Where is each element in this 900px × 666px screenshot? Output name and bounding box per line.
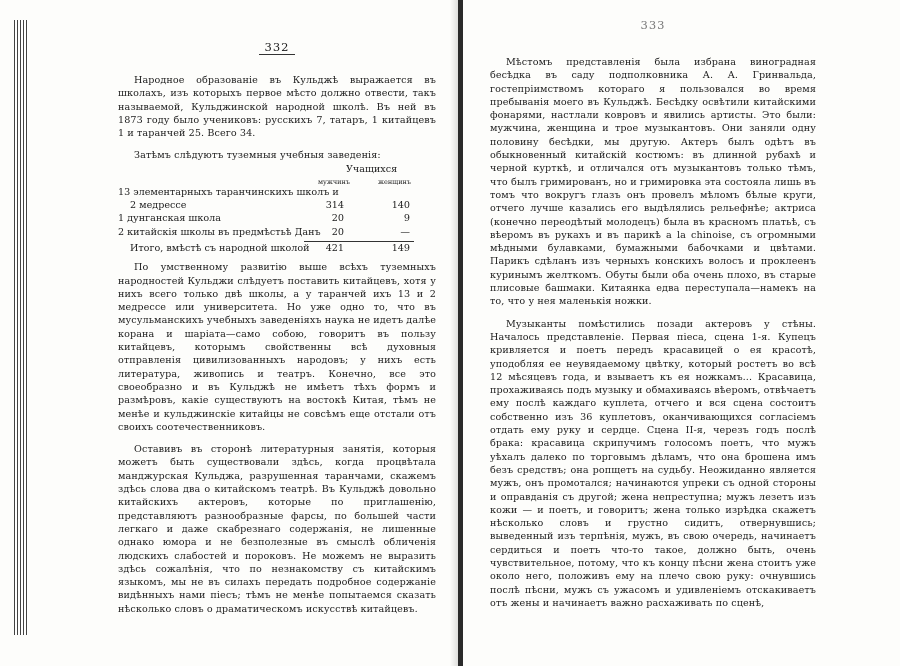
right-page bbox=[490, 18, 816, 610]
right-page-number: 333 bbox=[640, 18, 666, 32]
schools-table bbox=[118, 163, 436, 255]
left-page-number: 332 bbox=[118, 40, 436, 54]
left-paragraph-1: Народное образованіе въ Кульджѣ выражается въ школахъ, изъ которыхъ первое мѣсто должно отвести, такъ называемой, Кульджинской народной школѣ. Въ ней въ 1873 году было учениковъ: русскихъ 7, татаръ, 1 китайцевъ 1 и таранчей 25. Всего 34. bbox=[118, 75, 436, 140]
right-paragraph-2: Музыканты помѣстились позади актеровъ у стѣны. Началось представленіе. Первая піеса, сцена 1-я. Купецъ кривляется и поетъ передъ красавицей о ея красотѣ, уподобляя ее неувядаемому цвѣтку, который ростетъ во всѣ 12 мѣсяцевъ года, и взываетъ къ ея ножкамъ... Красавица, прохаживаясь подъ музыку и обмахиваясь вѣеромъ, отвѣчаетъ ему послѣ каждаго куплета, отчего и вся сцена состоитъ собственно изъ 36 куплетовъ, оканчивающихся согласіемъ отдать ему руку и сердце. Сцена II-я, черезъ годъ послѣ брака: красавица скрипучимъ голосомъ поетъ, что мужъ уѣхалъ далеко по торговымъ дѣламъ, что она брошена имъ безъ средствъ; она ропщетъ на судьбу. Неожиданно является мужъ, онъ промотался; начинаются упреки съ одной стороны и оправданія съ другой; жена непреступна; мужъ лезетъ изъ кожи — и поетъ, и говоритъ; жена только изрѣдка скажетъ нѣсколько словъ и грустно сидитъ, отвернувшись; выведенный изъ терпѣнія, мужъ, въ свою очередь, начинаетъ сердиться и поетъ что-то такое, должно быть, очень чувствительное, потому, что къ концу пѣсни жена стоитъ уже около него, положивъ ему на плечо свою руку: очнувшись послѣ пѣсни, мужъ съ ужасомъ и удивленіемъ отскакиваетъ отъ жены и начинаетъ важно расхаживать по сценѣ, bbox=[490, 318, 816, 609]
page-edge-stack bbox=[14, 20, 28, 635]
table-intro-row bbox=[118, 186, 436, 199]
table-row: 2 китайскія школы въ предмѣстьѣ Данъ 20 — bbox=[118, 226, 410, 238]
table-intro: 13 элементарныхъ таранчинскихъ школъ и bbox=[118, 186, 339, 198]
left-paragraph-2: Затѣмъ слѣдуютъ туземныя учебныя заведенія: bbox=[134, 150, 381, 162]
col-male-header: мужчинъ bbox=[318, 177, 350, 186]
gutter-shadow bbox=[450, 0, 458, 666]
left-paragraph-3: По умственному развитію выше всѣхъ туземныхъ народностей Кульджи слѣдуетъ поставить китайцевъ, хотя у нихъ всего только двѣ школы, а у таранчей ихъ 13 и 2 медрессе или университета. Но уже одно то, что въ мусульманскихъ учебныхъ заведеніяхъ наука не идетъ далѣе корана и шаріата—само собою, говоритъ въ пользу китайцевъ, которымъ свойственны всѣ духовныя отправленія цивилизованныхъ народовъ; у нихъ есть литература, живопись и театръ. Конечно, все это своеобразно и въ Кульджѣ не имѣетъ тѣхъ формъ и размѣровъ, какіе существуютъ на востокѣ Китая, тѣмъ не менѣе и кульджинскіе китайцы не совсѣмъ еще отстали отъ своихъ соотечественниковъ. bbox=[118, 262, 436, 433]
left-page bbox=[118, 40, 436, 616]
table-row: 2 медрессе 314 140 bbox=[130, 200, 410, 212]
gutter-binding bbox=[458, 0, 463, 666]
table-row: 1 дунганская школа 20 9 bbox=[118, 213, 410, 225]
table-total-row: Итого, вмѣстѣ съ народной школой 421 149 bbox=[118, 242, 436, 255]
col-female-header: женщинъ bbox=[378, 177, 412, 186]
table-header: Учащихся bbox=[346, 163, 398, 175]
right-paragraph-1: Мѣстомъ представленія была избрана виноградная бесѣдка въ саду подполковника А. А. Гринвальда, гостепріимствомъ котораго я пользовался во время пребыванія моего въ Кульджѣ. Бесѣдку освѣтили китайскими фонарями, настлали ковровъ и явились артисты. Это были: мужчина, женщина и трое музыкантовъ. Они заняли одну половину бесѣдки, мы другую. Актеръ былъ одѣтъ въ обыкновенный китайскій костюмъ: въ длинной рубахѣ и черной курткѣ, и отличался отъ музыкантовъ только тѣмъ, что былъ гримированъ, но и гримировка эта состояла лишь въ томъ что вокругъ глазъ онъ провелъ мѣломъ бѣлые круги, отчего лучше казались его выдѣлялись рельефнѣе; актриса (конечно переодѣтый молодецъ) была въ красномъ платьѣ, съ вѣеромъ въ рукахъ и въ парикѣ а la chinoise, съ огромными мѣдными булавками, бумажными бабочками и цвѣтами. Парикъ сдѣланъ изъ черныхъ конскихъ волосъ и проклеенъ куринымъ желткомъ. Обуты были оба очень плохо, въ старые плисовые башмаки. Китаянка едва переступала—намекъ на то, что у нея маленькія ножки. bbox=[490, 57, 816, 308]
left-paragraph-4: Оставивъ въ сторонѣ литературныя занятія, которыя можетъ быть существовали здѣсь, когда процвѣтала манджурская Кульджа, разрушенная таранчами, скажемъ здѣсь слова два о китайскомъ театрѣ. Въ Кульджѣ довольно китайскихъ актеровъ, которые по приглашенію, представляютъ разнообразные фарсы, по большей части легкаго и даже скабрезнаго содержанія, не лишенные однако юмора и не безполезные въ смыслѣ обличенія людскихъ слабостей и пороковъ. Не можемъ не выразить здѣсь сожалѣнія, что по незнакомству съ китайскимъ языкомъ, мы не въ силахъ передать подробное содержаніе видѣнныхъ нами піесъ; тѣмъ не менѣе попытаемся сказать нѣсколько словъ о драматическомъ искусствѣ китайцевъ. bbox=[118, 444, 436, 615]
